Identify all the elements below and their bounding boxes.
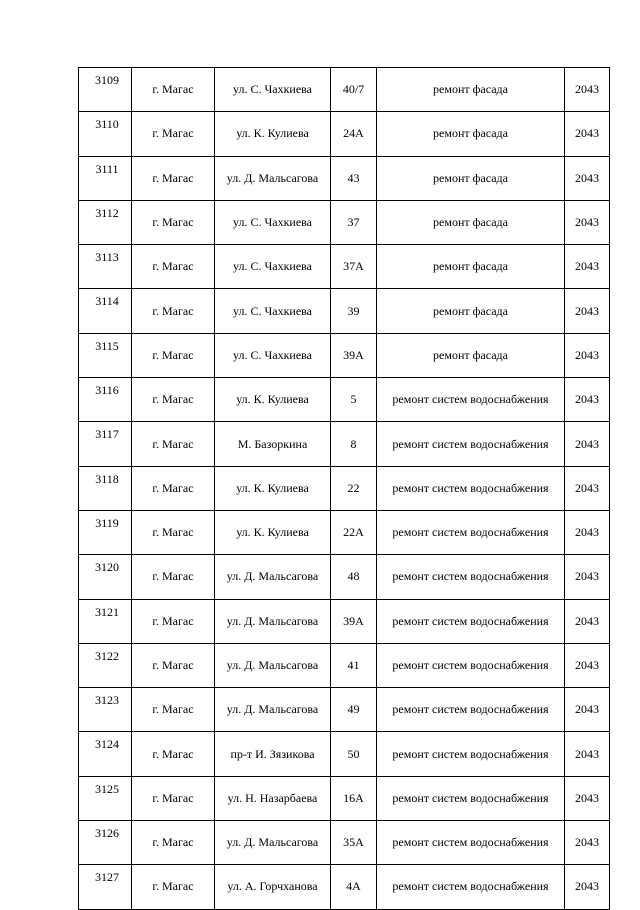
city-cell: г. Магас <box>132 821 215 865</box>
row-number-cell: 3121 <box>79 599 132 643</box>
city-cell: г. Магас <box>132 643 215 687</box>
row-number-cell: 3119 <box>79 510 132 554</box>
street-cell: ул. Д. Мальсагова <box>215 688 331 732</box>
work-type-cell: ремонт фасада <box>377 156 565 200</box>
table-row <box>79 112 610 156</box>
street-cell: М. Базоркина <box>215 422 331 466</box>
row-number-cell: 3116 <box>79 378 132 422</box>
street-cell: ул. С. Чахкиева <box>215 200 331 244</box>
year-cell: 2043 <box>565 643 610 687</box>
city-cell: г. Магас <box>132 333 215 377</box>
year-cell: 2043 <box>565 68 610 112</box>
table-row <box>79 643 610 687</box>
year-cell: 2043 <box>565 333 610 377</box>
city-cell: г. Магас <box>132 732 215 776</box>
street-cell: ул. С. Чахкиева <box>215 289 331 333</box>
year-cell: 2043 <box>565 821 610 865</box>
year-cell: 2043 <box>565 466 610 510</box>
work-type-cell: ремонт систем водоснабжения <box>377 821 565 865</box>
table-body <box>79 68 610 910</box>
work-type-cell: ремонт систем водоснабжения <box>377 510 565 554</box>
year-cell: 2043 <box>565 200 610 244</box>
year-cell: 2043 <box>565 245 610 289</box>
year-cell: 2043 <box>565 776 610 820</box>
work-type-cell: ремонт фасада <box>377 68 565 112</box>
house-number-cell: 22А <box>331 510 377 554</box>
city-cell: г. Магас <box>132 599 215 643</box>
work-type-cell: ремонт фасада <box>377 289 565 333</box>
row-number-cell: 3113 <box>79 245 132 289</box>
city-cell: г. Магас <box>132 865 215 909</box>
table-row <box>79 200 610 244</box>
work-type-cell: ремонт фасада <box>377 112 565 156</box>
table-row <box>79 68 610 112</box>
work-type-cell: ремонт систем водоснабжения <box>377 466 565 510</box>
table-row <box>79 599 610 643</box>
house-number-cell: 37 <box>331 200 377 244</box>
street-cell: ул. Д. Мальсагова <box>215 599 331 643</box>
work-type-cell: ремонт фасада <box>377 245 565 289</box>
table-row <box>79 466 610 510</box>
street-cell: ул. К. Кулиева <box>215 112 331 156</box>
street-cell: ул. К. Кулиева <box>215 510 331 554</box>
table-row <box>79 245 610 289</box>
house-number-cell: 41 <box>331 643 377 687</box>
year-cell: 2043 <box>565 555 610 599</box>
row-number-cell: 3110 <box>79 112 132 156</box>
table-row <box>79 156 610 200</box>
city-cell: г. Магас <box>132 200 215 244</box>
table-row <box>79 732 610 776</box>
year-cell: 2043 <box>565 289 610 333</box>
work-type-cell: ремонт систем водоснабжения <box>377 378 565 422</box>
street-cell: ул. Д. Мальсагова <box>215 156 331 200</box>
row-number-cell: 3125 <box>79 776 132 820</box>
city-cell: г. Магас <box>132 776 215 820</box>
row-number-cell: 3127 <box>79 865 132 909</box>
street-cell: ул. Д. Мальсагова <box>215 643 331 687</box>
street-cell: ул. К. Кулиева <box>215 378 331 422</box>
house-number-cell: 43 <box>331 156 377 200</box>
street-cell: пр-т И. Зязикова <box>215 732 331 776</box>
work-type-cell: ремонт систем водоснабжения <box>377 865 565 909</box>
house-number-cell: 4А <box>331 865 377 909</box>
house-number-cell: 39А <box>331 333 377 377</box>
house-number-cell: 49 <box>331 688 377 732</box>
row-number-cell: 3126 <box>79 821 132 865</box>
table-row <box>79 510 610 554</box>
row-number-cell: 3118 <box>79 466 132 510</box>
house-number-cell: 37А <box>331 245 377 289</box>
work-type-cell: ремонт систем водоснабжения <box>377 688 565 732</box>
table-row <box>79 378 610 422</box>
city-cell: г. Магас <box>132 245 215 289</box>
city-cell: г. Магас <box>132 688 215 732</box>
year-cell: 2043 <box>565 156 610 200</box>
year-cell: 2043 <box>565 510 610 554</box>
table-row <box>79 422 610 466</box>
work-type-cell: ремонт систем водоснабжения <box>377 732 565 776</box>
house-number-cell: 5 <box>331 378 377 422</box>
row-number-cell: 3122 <box>79 643 132 687</box>
city-cell: г. Магас <box>132 156 215 200</box>
city-cell: г. Магас <box>132 466 215 510</box>
year-cell: 2043 <box>565 865 610 909</box>
row-number-cell: 3109 <box>79 68 132 112</box>
street-cell: ул. А. Горчханова <box>215 865 331 909</box>
street-cell: ул. С. Чахкиева <box>215 68 331 112</box>
house-number-cell: 24А <box>331 112 377 156</box>
table-row <box>79 776 610 820</box>
repair-schedule-table <box>78 67 610 910</box>
city-cell: г. Магас <box>132 68 215 112</box>
house-number-cell: 8 <box>331 422 377 466</box>
house-number-cell: 48 <box>331 555 377 599</box>
year-cell: 2043 <box>565 112 610 156</box>
table-row <box>79 821 610 865</box>
city-cell: г. Магас <box>132 378 215 422</box>
row-number-cell: 3115 <box>79 333 132 377</box>
house-number-cell: 50 <box>331 732 377 776</box>
row-number-cell: 3111 <box>79 156 132 200</box>
row-number-cell: 3120 <box>79 555 132 599</box>
house-number-cell: 39 <box>331 289 377 333</box>
row-number-cell: 3124 <box>79 732 132 776</box>
street-cell: ул. Д. Мальсагова <box>215 821 331 865</box>
city-cell: г. Магас <box>132 510 215 554</box>
street-cell: ул. С. Чахкиева <box>215 245 331 289</box>
work-type-cell: ремонт систем водоснабжения <box>377 422 565 466</box>
street-cell: ул. С. Чахкиева <box>215 333 331 377</box>
work-type-cell: ремонт систем водоснабжения <box>377 599 565 643</box>
year-cell: 2043 <box>565 732 610 776</box>
work-type-cell: ремонт фасада <box>377 333 565 377</box>
work-type-cell: ремонт систем водоснабжения <box>377 643 565 687</box>
city-cell: г. Магас <box>132 422 215 466</box>
house-number-cell: 35А <box>331 821 377 865</box>
street-cell: ул. К. Кулиева <box>215 466 331 510</box>
house-number-cell: 39А <box>331 599 377 643</box>
year-cell: 2043 <box>565 422 610 466</box>
street-cell: ул. Д. Мальсагова <box>215 555 331 599</box>
row-number-cell: 3117 <box>79 422 132 466</box>
table-row <box>79 333 610 377</box>
house-number-cell: 22 <box>331 466 377 510</box>
table-row <box>79 555 610 599</box>
row-number-cell: 3123 <box>79 688 132 732</box>
city-cell: г. Магас <box>132 555 215 599</box>
table-row <box>79 865 610 909</box>
house-number-cell: 16А <box>331 776 377 820</box>
work-type-cell: ремонт систем водоснабжения <box>377 555 565 599</box>
work-type-cell: ремонт систем водоснабжения <box>377 776 565 820</box>
house-number-cell: 40/7 <box>331 68 377 112</box>
row-number-cell: 3112 <box>79 200 132 244</box>
row-number-cell: 3114 <box>79 289 132 333</box>
year-cell: 2043 <box>565 688 610 732</box>
city-cell: г. Магас <box>132 289 215 333</box>
table-row <box>79 688 610 732</box>
street-cell: ул. Н. Назарбаева <box>215 776 331 820</box>
year-cell: 2043 <box>565 378 610 422</box>
work-type-cell: ремонт фасада <box>377 200 565 244</box>
table-row <box>79 289 610 333</box>
year-cell: 2043 <box>565 599 610 643</box>
city-cell: г. Магас <box>132 112 215 156</box>
